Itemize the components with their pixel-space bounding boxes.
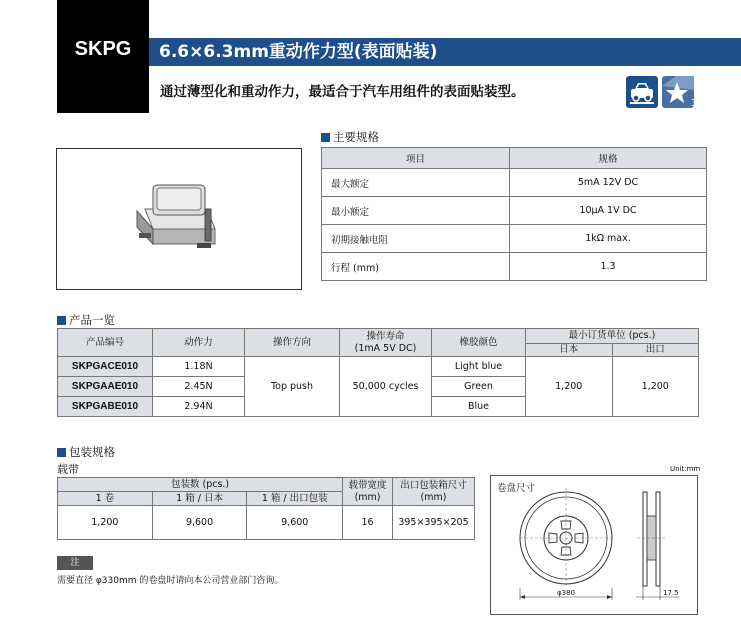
page-title: 6.6×6.3mm重动作力型(表面贴装) <box>149 38 741 66</box>
note-text: 需要直径 φ330mm 的卷盘时请向本公司营业部门咨询。 <box>57 576 284 586</box>
product-photo <box>56 148 302 290</box>
note-label: 注 <box>57 556 93 570</box>
reel-diagram <box>491 476 697 614</box>
table-row: SKPGAAE010 2.45N Green <box>58 377 699 397</box>
section-square-icon <box>57 448 66 457</box>
table-row: SKPGABE010 2.94N Blue <box>58 397 699 417</box>
spec-section-title: 主要规格 <box>321 129 379 145</box>
spec-col-item: 项目 <box>322 148 510 169</box>
switch-illustration <box>57 149 301 289</box>
table-row: 行程 (mm) 1.3 <box>322 253 707 281</box>
grade-star-icon <box>662 76 698 108</box>
table-row: 最小额定 10μA 1V DC <box>322 197 707 225</box>
table-row: 1,200 9,600 9,600 16 395×395×205 <box>58 506 475 540</box>
product-list-table: 产品编号 动作力 操作方向 操作寿命 (1mA 5V DC) 橡胶颜色 最小订货单位 (pcs.) 日本 出口 SKPGACE010 1.18N Top push 50,000 cycles Light blue 1,200 1,200 SKPGAAE010 2.45N Green SKPGABE010 2.94N Blue <box>57 328 699 417</box>
page-subtitle: 通过薄型化和重动作力，最适合于汽车用组件的表面贴装型。 <box>160 84 525 100</box>
section-square-icon <box>321 133 330 142</box>
packaging-table: 包装数 (pcs.) 载带宽度 (mm) 出口包装箱尺寸 (mm) 1 卷 1 箱 / 日本 1 箱 / 出口包装 1,200 9,600 9,600 16 395×395×205 <box>57 477 475 540</box>
reel-title: 卷盘尺寸 <box>497 483 536 494</box>
table-row: 初期接触电阻 1kΩ max. <box>322 225 707 253</box>
section-square-icon <box>57 316 66 325</box>
unit-label: Unit:mm <box>670 465 701 473</box>
spec-col-spec: 规格 <box>510 148 707 169</box>
packaging-title: 包装规格 <box>57 444 115 460</box>
automotive-icon <box>626 76 658 108</box>
table-row: SKPGACE010 1.18N Top push 50,000 cycles Light blue 1,200 1,200 <box>58 357 699 377</box>
product-list-title: 产品一览 <box>57 312 115 328</box>
series-code: SKPG <box>74 38 132 60</box>
packaging-type: 载带 <box>57 463 79 476</box>
reel-diameter-label: φ380 <box>557 589 575 597</box>
table-row: 最大额定 5mA 12V DC <box>322 169 707 197</box>
spec-table <box>321 147 707 281</box>
reel-drawing <box>490 475 698 615</box>
series-code-box <box>57 0 149 113</box>
grade-number: 3 <box>691 98 698 108</box>
reel-width-label: 17.5 <box>663 589 679 597</box>
